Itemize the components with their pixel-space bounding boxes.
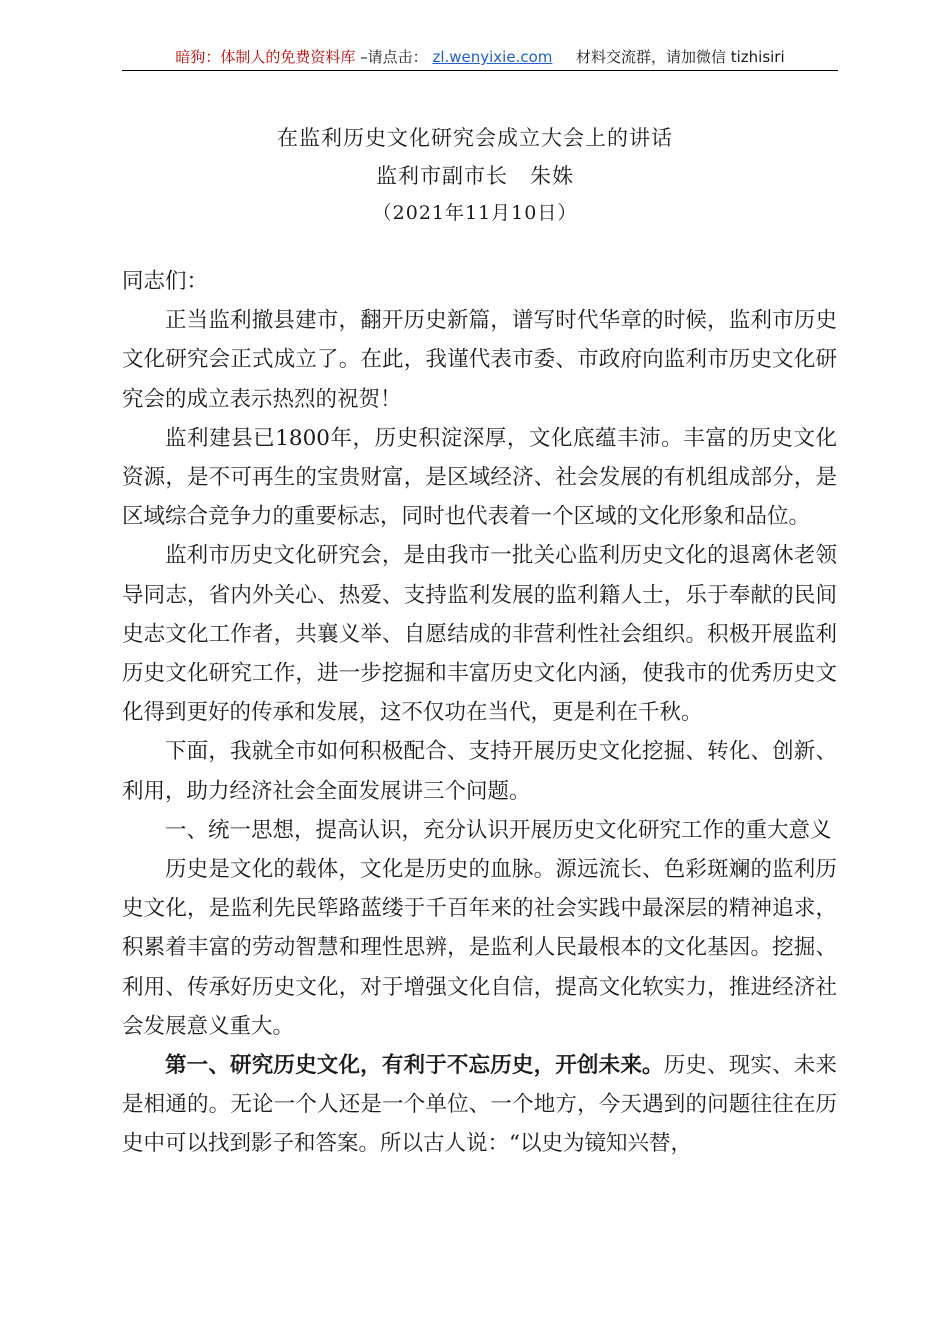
document-title: 在监利历史文化研究会成立大会上的讲话 bbox=[277, 126, 673, 150]
document-body bbox=[122, 262, 837, 1164]
header-contact: 材料交流群，请加微信 tizhisiri bbox=[575, 48, 785, 66]
paragraph-7 bbox=[122, 1046, 837, 1164]
paragraph-6: 历史是文化的载体，文化是历史的血脉。源远流长、色彩斑斓的监利历史文化，是监利先民筚路蓝缕于千百年来的社会实践中最深层的精神追求，积累着丰富的劳动智慧和理性思辨，是监利人民最根本的文化基因。挖掘、利用、传承好历史文化，对于增强文化自信，提高文化软实力，推进经济社会发展意义重大。 bbox=[122, 857, 837, 1039]
date-line: （2021年11月10日） bbox=[372, 202, 578, 224]
salutation: 同志们： bbox=[122, 269, 209, 294]
speaker-line: 监利市副市长 朱姝 bbox=[376, 164, 574, 188]
header-prompt: –请点击： bbox=[360, 48, 428, 66]
paragraph-7-text: 历史、现实、未来是相通的。无论一个人还是一个单位、一个地方，今天遇到的问题往往在历史中可以找到影子和答案。所以古人说：“以史为镜知兴替， bbox=[122, 1053, 837, 1157]
header-brand: 暗狗：体制人的免费资料库 bbox=[175, 48, 356, 66]
header-link[interactable]: zl.wenyixie.com bbox=[432, 48, 553, 66]
paragraph-2: 监利建县已1800年，历史积淀深厚，文化底蕴丰沛。丰富的历史文化资源，是不可再生的宝贵财富，是区域经济、社会发展的有机组成部分，是区域综合竞争力的重要标志，同时也代表着一个区域的文化形象和品位。 bbox=[122, 425, 837, 530]
paragraph-1: 正当监利撤县建市，翻开历史新篇，谱写时代华章的时候，监利市历史文化研究会正式成立了。在此，我谨代表市委、市政府向监利市历史文化研究会的成立表示热烈的祝贺！ bbox=[122, 308, 837, 412]
section-heading-1: 一、统一思想，提高认识，充分认识开展历史文化研究工作的重大意义 bbox=[165, 817, 832, 843]
paragraph-3: 监利市历史文化研究会，是由我市一批关心监利历史文化的退离休老领导同志，省内外关心、热爱、支持监利发展的监利籍人士，乐于奉献的民间史志文化工作者，共襄义举、自愿结成的非营利性社会组织。积极开展监利历史文化研究工作，进一步挖掘和丰富历史文化内涵，使我市的优秀历史文化得到更好的传承和发展，这不仅功在当代，更是利在千秋。 bbox=[122, 543, 837, 726]
paragraph-4: 下面，我就全市如何积极配合、支持开展历史文化挖掘、转化、创新、利用，助力经济社会全面发展讲三个问题。 bbox=[122, 739, 837, 804]
paragraph-7-lead: 第一、研究历史文化，有利于不忘历史，开创未来。 bbox=[165, 1053, 664, 1079]
page-header bbox=[122, 46, 838, 71]
